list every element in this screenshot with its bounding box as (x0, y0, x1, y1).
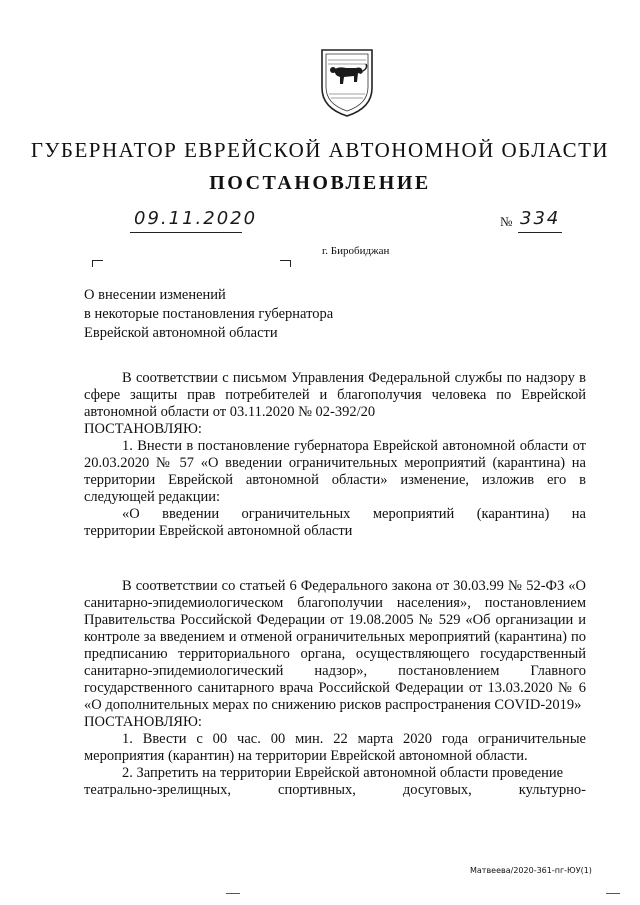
subject-bracket-left (92, 260, 103, 267)
quoted-title-line: территории Еврейской автономной области (84, 523, 353, 539)
subject-bracket-right (280, 260, 291, 267)
decree-item: 1. Ввести с 00 час. 00 мин. 22 марта 2020 года ограничительные мероприятия (карантин) на территории Еврейской автономной области. (84, 731, 586, 764)
page-edge-mark (226, 893, 240, 894)
preamble-block-1 (84, 370, 586, 540)
decree-item: 1. Внести в постановление губернатора Еврейской автономной области от 20.03.2020 № 57 «О введении ограничительных мероприятий (карантина) на территории Еврейской автономной области» изменение, изложив его в следующей редакции: (84, 438, 586, 505)
preamble-paragraph: В соответствии со статьей 6 Федерального закона от 30.03.99 № 52-ФЗ «О санитарно-эпидемиологическом благополучии населения», постановлением Правительства Российской Федерации от 19.08.2005 № 529 «Об организации и контроле за введением и отменой ограничительных мероприятий (карантина) по предписанию территориального органа, осуществляющего государственный санитарно-эпидемиологический надзор», постановлением Главного государственного санитарного врача Российской Федерации от 13.03.2020 № 6 «О дополнительных мерах по снижению рисков распространения COVID-2019» (84, 578, 586, 713)
decree-item-continued: театрально-зрелищных, спортивных, досуговых, культурно- (84, 782, 586, 798)
coat-of-arms-icon (316, 40, 378, 118)
document-subject (84, 286, 333, 343)
document-type-title: ПОСТАНОВЛЕНИЕ (209, 172, 431, 194)
number-underline (518, 232, 562, 233)
subject-line: в некоторые постановления губернатора (84, 306, 334, 322)
quoted-title-line: «О введении ограничительных мероприятий (карантина) на (122, 506, 586, 522)
preamble-paragraph: В соответствии с письмом Управления Федеральной службы по надзору в сфере защиты прав потребителей и благополучия человека по Еврейской автономной области от 03.11.2020 № 02-392/20 (84, 370, 586, 420)
document-number-label: № (500, 214, 513, 229)
preamble-block-2 (84, 578, 586, 799)
page-edge-mark (606, 893, 620, 894)
date-underline (130, 232, 242, 233)
decree-item: 2. Запретить на территории Еврейской автономной области проведение (122, 765, 564, 781)
decree-word: ПОСТАНОВЛЯЮ: (84, 421, 202, 437)
document-number: 334 (520, 208, 561, 229)
document-date: 09.11.2020 (134, 208, 258, 229)
issuing-authority: ГУБЕРНАТОР ЕВРЕЙСКОЙ АВТОНОМНОЙ ОБЛАСТИ (30, 138, 610, 162)
document-city: г. Биробиджан (322, 245, 390, 257)
subject-line: О внесении изменений (84, 287, 226, 303)
subject-line: Еврейской автономной области (84, 325, 278, 341)
decree-word: ПОСТАНОВЛЯЮ: (84, 714, 202, 730)
executor-reference: Матвеева/2020-361-пг-ЮУ(1) (470, 866, 592, 875)
